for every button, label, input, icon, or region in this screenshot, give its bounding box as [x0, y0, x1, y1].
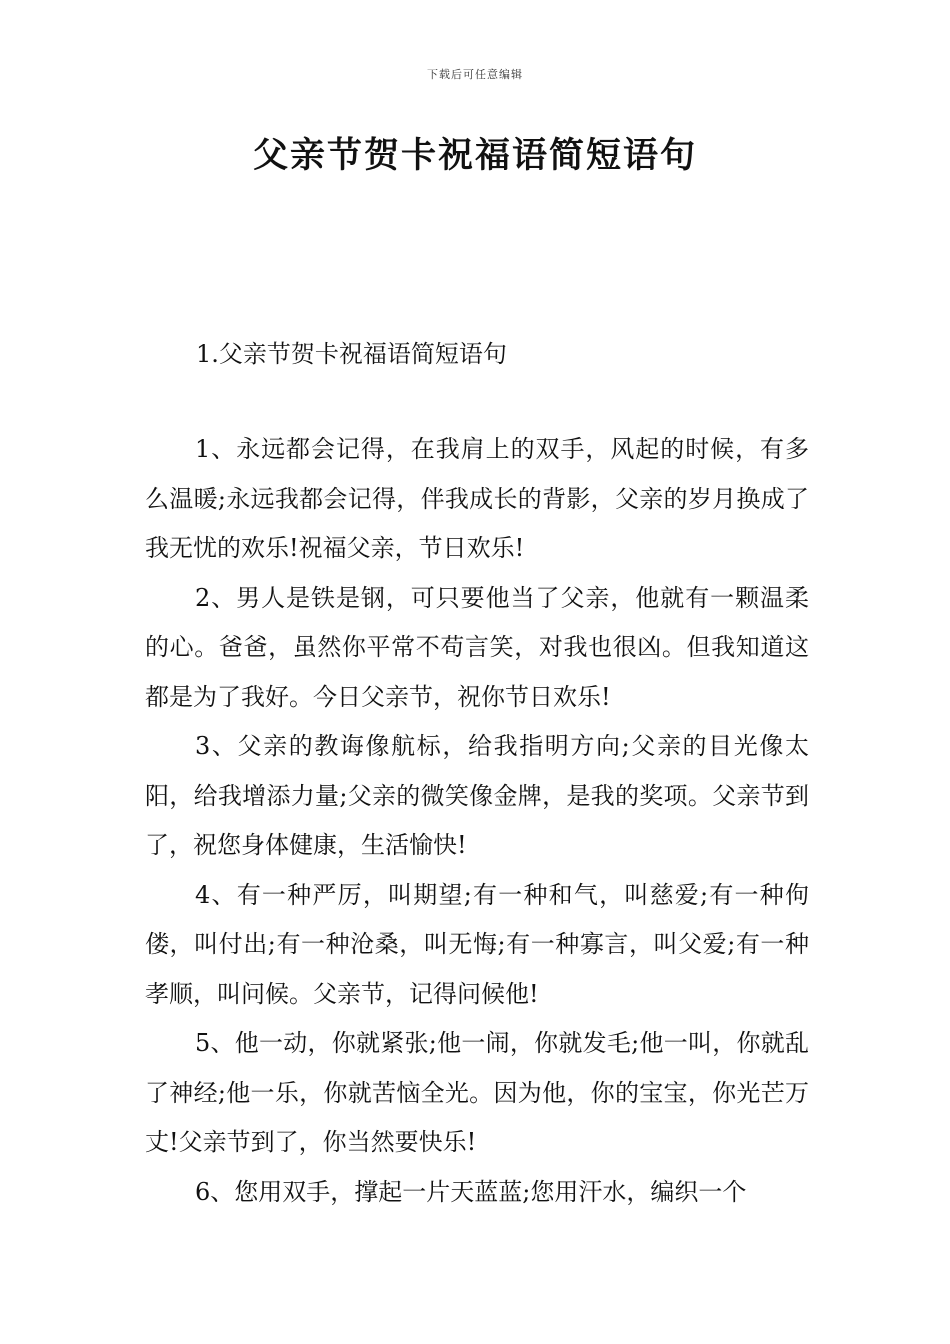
paragraph-3: 3、父亲的教诲像航标，给我指明方向;父亲的目光像太阳，给我增添力量;父亲的微笑像金牌，是我的奖项。父亲节到了，祝您身体健康，生活愉快!	[145, 732, 809, 859]
paragraph-5: 5、他一动，你就紧张;他一闹，你就发毛;他一叫，你就乱了神经;他一乐，你就苦恼全光。因为他，你的宝宝，你光芒万丈!父亲节到了，你当然要快乐!	[145, 1029, 809, 1156]
paragraph-2: 2、男人是铁是钢，可只要他当了父亲，他就有一颗温柔的心。爸爸，虽然你平常不苟言笑，对我也很凶。但我知道这都是为了我好。今日父亲节，祝你节日欢乐!	[145, 583, 809, 711]
header-note: 下载后可任意编辑	[427, 68, 523, 81]
document-body	[145, 425, 809, 1217]
paragraph-4: 4、有一种严厉，叫期望;有一种和气，叫慈爱;有一种佝偻，叫付出;有一种沧桑，叫无悔;有一种寡言，叫父爱;有一种孝顺，叫问候。父亲节，记得问候他!	[145, 880, 809, 1008]
paragraph-6: 6、您用双手，撑起一片天蓝蓝;您用汗水，编织一个	[195, 1177, 747, 1206]
section-heading: 1.父亲节贺卡祝福语简短语句	[196, 340, 507, 368]
document-title: 父亲节贺卡祝福语简短语句	[252, 136, 697, 176]
paragraph-1: 1、永远都会记得，在我肩上的双手，风起的时候，有多么温暖;永远我都会记得，伴我成长的背影，父亲的岁月换成了我无忧的欢乐!祝福父亲，节日欢乐!	[145, 435, 809, 562]
